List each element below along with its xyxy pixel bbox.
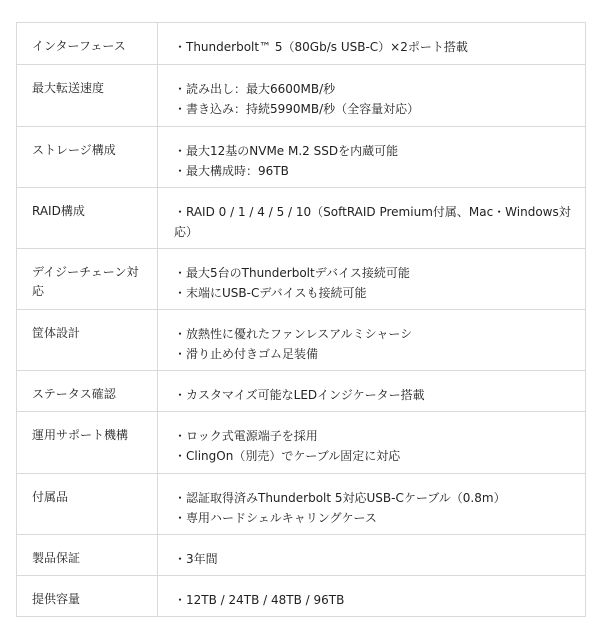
value-line: ・12TB / 24TB / 48TB / 96TB xyxy=(174,593,345,607)
value-line: ・最大5台のThunderboltデバイス接続可能 xyxy=(174,266,410,280)
table-row xyxy=(17,535,586,576)
row-value xyxy=(158,127,586,188)
row-label: 製品保証 xyxy=(17,535,158,576)
row-value xyxy=(158,310,586,371)
row-label: インターフェース xyxy=(17,23,158,65)
value-line: ・ClingOn（別売）でケーブル固定に対応 xyxy=(174,449,401,463)
row-value xyxy=(158,474,586,535)
row-label: デイジーチェーン対応 xyxy=(17,249,158,310)
table-row xyxy=(17,249,586,310)
value-line: ・最大12基のNVMe M.2 SSDを内蔵可能 xyxy=(174,144,399,158)
value-line: ・読み出し：最大6600MB/秒 xyxy=(174,82,336,96)
table-row xyxy=(17,127,586,188)
value-line: ・Thunderbolt™ 5（80Gb/s USB-C）×2ポート搭載 xyxy=(174,40,468,54)
value-line: ・専用ハードシェルキャリングケース xyxy=(174,511,377,525)
table-row xyxy=(17,310,586,371)
value-line: ・認証取得済みThunderbolt 5対応USB-Cケーブル（0.8m） xyxy=(174,491,506,505)
row-value xyxy=(158,412,586,474)
row-value xyxy=(158,576,586,617)
value-line: ・RAID 0 / 1 / 4 / 5 / 10（SoftRAID Premium付属、Mac・Windows対応） xyxy=(174,205,571,239)
row-value xyxy=(158,371,586,412)
value-line: ・カスタマイズ可能なLEDインジケーター搭載 xyxy=(174,388,425,402)
table-row xyxy=(17,474,586,535)
value-line: ・書き込み：持続5990MB/秒（全容量対応） xyxy=(174,102,420,116)
row-label: 提供容量 xyxy=(17,576,158,617)
value-line: ・最大構成時：96TB xyxy=(174,164,289,178)
row-value xyxy=(158,65,586,127)
row-label: 筐体設計 xyxy=(17,310,158,371)
row-label: 最大転送速度 xyxy=(17,65,158,127)
spec-table xyxy=(16,22,586,617)
row-value xyxy=(158,535,586,576)
row-value xyxy=(158,188,586,249)
table-row xyxy=(17,65,586,127)
table-row xyxy=(17,371,586,412)
value-line: ・ロック式電源端子を採用 xyxy=(174,429,318,443)
row-value xyxy=(158,23,586,65)
table-row xyxy=(17,576,586,617)
row-value xyxy=(158,249,586,310)
row-label: RAID構成 xyxy=(17,188,158,249)
row-label: ステータス確認 xyxy=(17,371,158,412)
value-line: ・末端にUSB-Cデバイスも接続可能 xyxy=(174,286,367,300)
row-label: ストレージ構成 xyxy=(17,127,158,188)
row-label: 運用サポート機構 xyxy=(17,412,158,474)
table-row xyxy=(17,412,586,474)
value-line: ・放熱性に優れたファンレスアルミシャーシ xyxy=(174,327,413,341)
table-row xyxy=(17,188,586,249)
table-row xyxy=(17,23,586,65)
value-line: ・滑り止め付きゴム足装備 xyxy=(174,347,319,361)
value-line: ・3年間 xyxy=(174,552,218,566)
row-label: 付属品 xyxy=(17,474,158,535)
